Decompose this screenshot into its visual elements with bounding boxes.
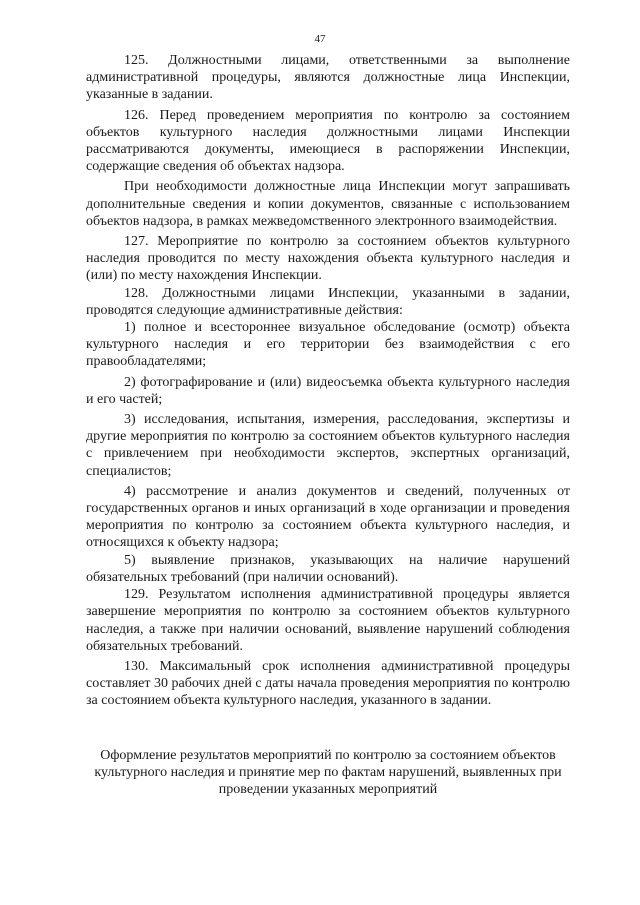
list-item-5: 5) выявление признаков, указывающих на наличие нарушений обязательных требований (при наличии оснований). (86, 552, 570, 585)
paragraph-129: 129. Результатом исполнения административной процедуры является завершение мероприятия по контролю за состоянием объектов культурного наследия, а также при наличии оснований, выявление нарушений соблюдения обязательных требований. (86, 587, 570, 654)
list-item-1: 1) полное и всестороннее визуальное обследование (осмотр) объекта культурного наследия и его территории без взаимодействия с его правообладателями; (86, 320, 570, 370)
paragraph-128: 128. Должностными лицами Инспекции, указанными в задании, проводятся следующие административные действия: (86, 285, 570, 318)
page-number: 47 (314, 33, 326, 45)
paragraph-125: 125. Должностными лицами, ответственными за выполнение административной процедуры, являются должностные лица Инспекции, указанные в задании. (86, 53, 570, 103)
list-item-4: 4) рассмотрение и анализ документов и сведений, полученных от государственных органов и иных организаций в ходе организации и проведения мероприятия по контролю за состоянием объекта культурного наследия, и относящихся к объекту надзора; (86, 483, 570, 551)
paragraph-request-info: При необходимости должностные лица Инспекции могут запрашивать дополнительные сведения и копии документов, связанные с использованием объектов надзора, в рамках межведомственного электронного взаимодействия. (86, 179, 570, 229)
list-item-3: 3) исследования, испытания, измерения, расследования, экспертизы и другие мероприятия по контролю за состоянием объектов культурного наследия с привлечением при необходимости экспертов, экспертных организаций, специалистов; (86, 412, 570, 479)
paragraph-126: 126. Перед проведением мероприятия по контролю за состоянием объектов культурного наследия должностными лицами Инспекции рассматриваются документы, имеющиеся в распоряжении Инспекции, содержащие сведения об объектах надзора. (86, 107, 570, 175)
paragraph-130: 130. Максимальный срок исполнения административной процедуры составляет 30 рабочих дней с даты начала проведения мероприятия по контролю за состоянием объекта культурного наследия, указанного в задании. (86, 658, 570, 709)
list-item-2: 2) фотографирование и (или) видеосъемка объекта культурного наследия и его частей; (86, 374, 570, 407)
paragraph-127: 127. Мероприятие по контролю за состоянием объектов культурного наследия проводится по месту нахождения объекта культурного наследия и (или) по месту нахождения Инспекции. (86, 234, 570, 284)
section-heading: Оформление результатов мероприятий по контролю за состоянием объектов культурного наследия и принятие мер по фактам нарушений, выявленных при проведении указанных мероприятий (94, 748, 562, 798)
document-body (86, 52, 570, 710)
